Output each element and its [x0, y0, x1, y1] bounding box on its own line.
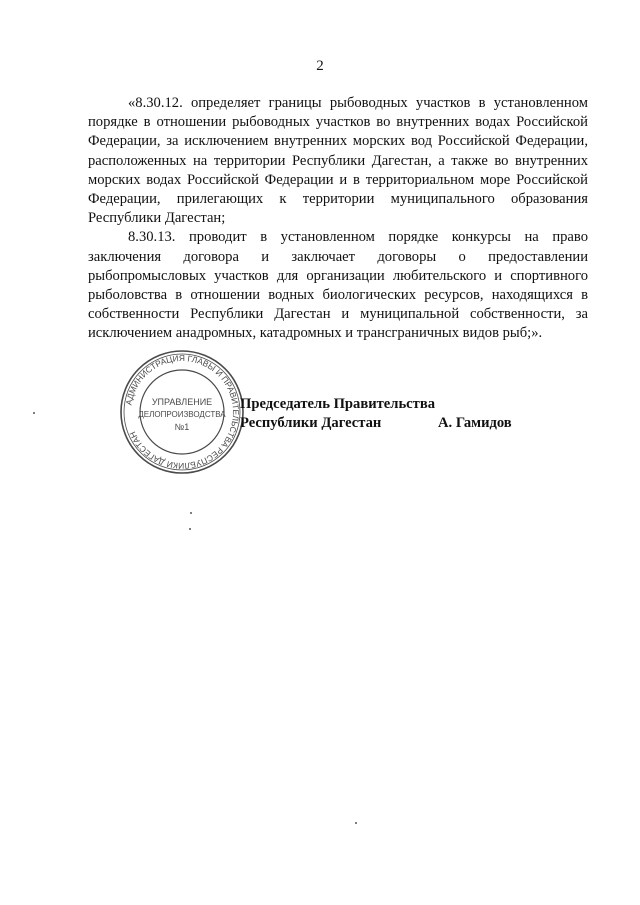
signatory-name: А. Гамидов [438, 415, 512, 431]
stamp-line-2: ДЕЛОПРОИЗВОДСТВА [138, 410, 226, 419]
office-stamp [118, 348, 246, 476]
scan-speck [190, 512, 192, 514]
paragraph-8-30-12: «8.30.12. определяет границы рыбоводных участков в установленном порядке в отношении рыбоводных участков во внутренних водах Российской Федерации, за исключением внутренних морских вод Российской Федерации, расположенных на территории Республики Дагестан, а также во внутренних морских водах Российской Федерации и в территориальном море Российской Федерации, прилегающих к территории муниципального образования Республики Дагестан; [88, 95, 588, 227]
signature-title [240, 395, 435, 433]
signature-title-line-1: Председатель Правительства [240, 396, 436, 412]
stamp-ring-text: АДМИНИСТРАЦИЯ ГЛАВЫ И ПРАВИТЕЛЬСТВА РЕСПУБЛИКИ ДАГЕСТАН [123, 352, 242, 472]
page-number: 2 [316, 58, 324, 74]
paragraph-8-30-13: 8.30.13. проводит в установленном порядке конкурсы на право заключения договора и заключает договоры о предоставлении рыбопромысловых участков для организации любительского и спортивного рыболовства в отношении водных биологических ресурсов, находящихся в собственности Республики Дагестан и муниципальной собственности, за исключением анадромных, катадромных и трансграничных видов рыб;». [88, 229, 588, 342]
scan-speck [355, 822, 357, 824]
signature-title-line-2: Республики Дагестан [240, 415, 382, 431]
scan-speck [33, 412, 35, 414]
stamp-line-3: №1 [174, 422, 190, 432]
stamp-line-1: УПРАВЛЕНИЕ [151, 397, 213, 407]
document-body [88, 94, 588, 344]
scan-speck [189, 528, 191, 530]
